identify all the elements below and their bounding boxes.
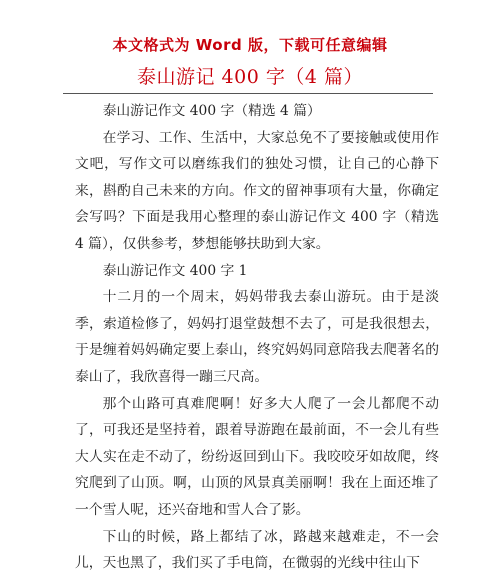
document-body [75,98,439,577]
essay-paragraph: 十二月的一个周末，妈妈带我去泰山游玩。由于是淡季，索道检修了，妈妈打退堂鼓想不去了，可是我很想去，于是缠着妈妈确定要上泰山，终究妈妈同意陪我去爬著名的泰山了，我欣喜得一蹦三尺高。 [75,289,439,385]
essay-paragraph: 那个山路可真难爬啊！好多大人爬了一会儿都爬不动了，可我还是坚持着，跟着导游跑在最前面，不一会儿有些大人实在走不动了，纷纷返回到山下。我咬咬牙如故爬，终究爬到了山顶。啊，山顶的风景真美丽啊！我在上面还堆了一个雪人呢，还兴奋地和雪人合了影。 [75,395,439,518]
section-heading-collection: 泰山游记作文 400 字（精选 4 篇） [102,103,321,119]
format-notice-banner: 本文格式为 Word 版，下载可任意编辑 [112,36,388,54]
title-divider [63,93,433,94]
section-heading-essay-1: 泰山游记作文 400 字 1 [102,262,248,279]
essay-paragraph: 下山的时候，路上都结了冰，路越来越难走，不一会儿，天也黑了，我们买了手电筒，在微弱的光线中往山下 [75,528,439,572]
intro-paragraph: 在学习、工作、生活中，大家总免不了要接触或使用作文吧，写作文可以磨练我们的独处习惯，让自己的心静下来，斟酌自己未来的方向。作文的留神事项有大量，你确定会写吗？下面是我用心整理的泰山游记作文 400 字（精选 4 篇），仅供参考，梦想能够扶助到大家。 [75,129,439,252]
document-title: 泰山游记 400 字（4 篇） [137,66,363,88]
